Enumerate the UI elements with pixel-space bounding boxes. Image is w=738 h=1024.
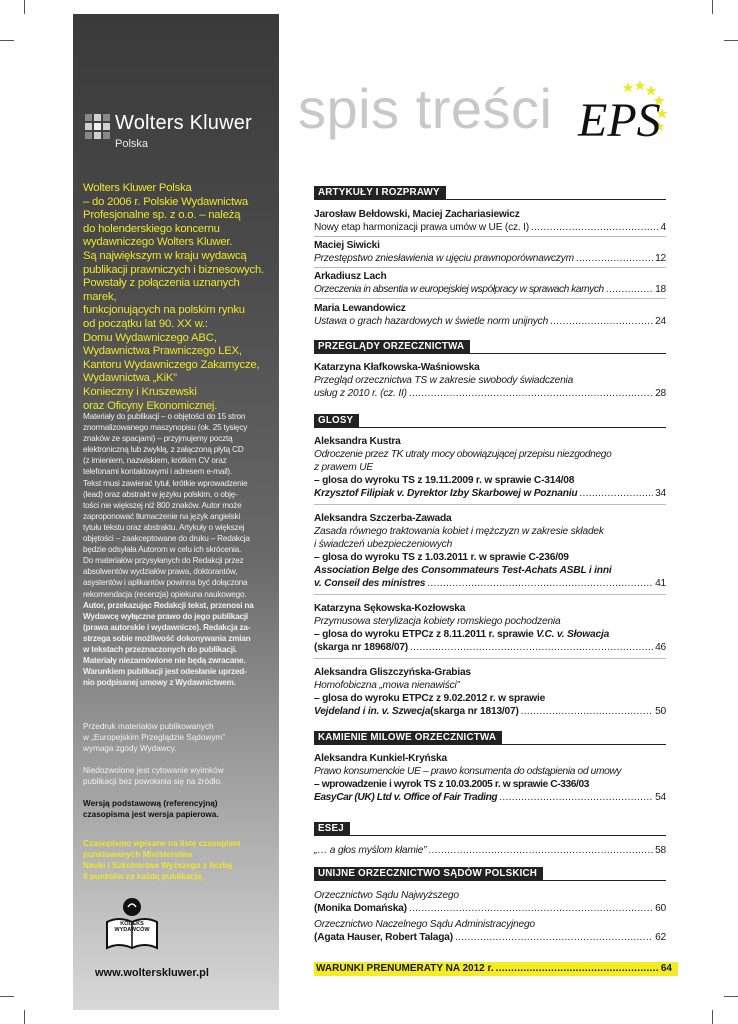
entry-author: Aleksandra Szczerba-Zawada (314, 513, 452, 524)
entry-title-cont: i świadczeń ubezpieczeniowych (314, 539, 453, 550)
citation-note (83, 765, 273, 787)
entry-case-name: EasyCar (UK) Ltd v. Office of Fair Trading (314, 792, 498, 803)
entry-case: – wprowadzenie i wyrok TS z 10.03.2005 r. w sprawie C-336/03 (314, 779, 589, 790)
reference-line: Wersją podstawową (referencyjną) (83, 799, 218, 808)
intro-line: do holenderskiego koncernu (83, 222, 220, 235)
entry-case-cont: (skarga nr 1813/07) (430, 706, 519, 717)
section-rule (314, 199, 666, 200)
subscription-label: WARUNKI PRENUMERATY NA 2012 r. (316, 963, 494, 974)
entry-title-cont: usług z 2010 r. (cz. II) (314, 388, 407, 399)
logo-name: Wolters Kluwer (115, 112, 252, 134)
intro-line: oraz Oficyny Ekonomicznej. (83, 399, 218, 412)
reference-note (83, 798, 273, 820)
guideline-line: zaproponować tłumaczenie na język angielski (83, 511, 241, 521)
entry-author: Katarzyna Sękowska-Kozłowska (314, 603, 466, 614)
entry-case: – glosa do wyroku ETPCz z 8.11.2011 r. sprawie (314, 629, 537, 640)
section-rule (314, 880, 666, 881)
entry-page: 24 (655, 316, 666, 327)
guideline-line: elektroniczną lub zwykłą, z załączoną płytą CD (83, 445, 244, 455)
toc-entry[interactable] (314, 512, 666, 590)
section-header-artykuly: ARTYKUŁY I ROZPRAWY (314, 186, 446, 199)
entry-separator (314, 236, 666, 237)
entry-title: Przegląd orzecznictwa TS w zakresie swobody świadczenia (314, 375, 574, 386)
guideline-line: tytułu tekstu oraz abstraktu. Artykuły o większej (83, 522, 245, 532)
entry-page: 4 (660, 222, 666, 233)
entry-title: Homofobiczna „mowa nienawiści” (314, 680, 460, 691)
section-header-unijne: UNIJNE ORZECZNICTWO SĄDÓW POLSKICH (314, 867, 543, 880)
entry-author: Katarzyna Kłafkowska-Waśniowska (314, 362, 480, 373)
eps-letters: EPS (578, 94, 661, 147)
guideline-line: objętości – zaakceptowane do druku – Redakcja (83, 534, 250, 544)
guideline-bold-line: strzega sobie możliwość dokonywania zmian (83, 633, 251, 643)
entry-separator (314, 267, 666, 268)
intro-line: Powstały z połączenia uznanych marek, (83, 277, 240, 303)
entry-title: Odroczenie przez TK utraty mocy obowiązującej przepisu niezgodnego (314, 449, 612, 460)
crop-mark (724, 996, 738, 997)
guideline-line: Do materiałów przysyłanych do Redakcji przez (83, 556, 244, 566)
crop-mark (24, 0, 25, 14)
section-rule (314, 744, 666, 745)
entry-author: Aleksandra Kunkiel-Kryńska (314, 753, 447, 764)
guideline-line: telefonami kontaktowymi i adresem e-mail). (83, 467, 233, 477)
entry-author: (Monika Domańska) (314, 903, 407, 914)
entry-case-name: Association Belge des Consommateurs Test-Achats ASBL i inni (314, 565, 612, 576)
publisher-logo (85, 112, 275, 172)
reprint-note (83, 721, 273, 754)
guideline-line: Materiały do publikacji – o objętości do 15 stron (83, 412, 246, 421)
guideline-bold-line: Wydawcę wyłączne prawo do jego publikacji (83, 611, 248, 621)
intro-line: wydawniczego Wolters Kluwer. (83, 236, 233, 249)
intro-line: Wolters Kluwer Polska (83, 182, 192, 194)
reprint-line: Przedruk materiałów publikowanych (83, 722, 214, 731)
crop-mark (712, 1010, 713, 1024)
entry-title: Zasada równego traktowania kobiet i mężczyzn w zakresie składek (314, 526, 604, 537)
guideline-line: tości nie większej niż 800 znaków. Autor może (83, 500, 242, 510)
subscription-page: 64 (660, 963, 672, 974)
guideline-line: Tekst musi zawierać tytuł, krótkie wprowadzenie (83, 478, 248, 488)
entry-case: – glosa do wyroku TS z 19.11.2009 r. w sprawie C-314/08 (314, 475, 575, 486)
entry-separator (314, 504, 666, 505)
toc-entry[interactable] (314, 844, 666, 857)
guideline-line: znaków ze spacjami) – przyjmujemy pocztą (83, 434, 233, 444)
entry-author: Jarosław Bełdowski, Maciej Zachariasiewicz (314, 209, 520, 220)
section-rule (314, 353, 666, 354)
entry-title: Orzecznictwo Naczelnego Sądu Administracyjnego (314, 919, 535, 930)
entry-title: Przestępstwo zniesławienia w ujęciu prawnoporównawczym (314, 253, 574, 264)
entry-title: Orzecznictwo Sądu Najwyższego (314, 890, 459, 901)
guideline-bold-line: Autor, przekazując Redakcji tekst, przenosi na (83, 600, 254, 610)
entry-separator (314, 658, 666, 659)
section-header-kamienie: KAMIENIE MILOWE ORZECZNICTWA (314, 731, 502, 744)
entry-page: 18 (655, 284, 666, 295)
logo-subtitle: Polska (115, 138, 149, 150)
page-title: spis treści (298, 77, 553, 140)
guideline-line: absolwentów wydziałów prawa, doktorantów, (83, 567, 238, 577)
reference-line: czasopisma jest wersja papierowa. (83, 810, 219, 820)
intro-line: Kantoru Wydawniczego Zakamycze, (83, 358, 260, 371)
entry-case: – glosa do wyroku ETPCz z 9.02.2012 r. w sprawie (314, 693, 546, 704)
toc-entry[interactable] (314, 889, 666, 915)
sidebar (73, 14, 279, 1010)
kodeks-label: KODEKS WYDAWCÓW (114, 921, 150, 933)
section-header-esej: ESEJ (314, 822, 350, 835)
intro-line: funkcjonujących na polskim rynku (83, 304, 245, 317)
entry-title: „… a głos myślom kłamie” (314, 845, 427, 856)
entry-page: 46 (655, 642, 666, 653)
section-header-przeglady: PRZEGLĄDY ORZECZNICTWA (314, 340, 470, 353)
entry-case-name: V.C. v. Słowacja (536, 629, 610, 640)
toc-entry[interactable] (314, 302, 666, 328)
ministry-note (83, 838, 273, 882)
entry-title: Przymusowa sterylizacja kobiety romskiego pochodzenia (314, 616, 561, 627)
website-link[interactable]: www.wolterskluwer.pl (95, 967, 209, 979)
entry-page: 60 (655, 903, 666, 914)
entry-page: 41 (655, 578, 666, 589)
entry-page: 50 (655, 706, 666, 717)
intro-line: Są największym w kraju wydawcą (83, 249, 247, 262)
toc-entry[interactable] (314, 239, 666, 265)
entry-author: (Agata Hauser, Robert Talaga) (314, 932, 453, 943)
entry-author: Maria Lewandowicz (314, 303, 406, 314)
entry-case: – glosa do wyroku TS z 1.03.2011 r. w sprawie C-236/09 (314, 552, 569, 563)
entry-title: Prawo konsumenckie UE – prawo konsumenta do odstąpienia od umowy (314, 766, 622, 777)
entry-separator (314, 298, 666, 299)
entry-page: 54 (655, 792, 666, 803)
intro-line: od początku lat 90. XX w.: (83, 317, 208, 330)
ministry-line: Czasopismo wpisane na listę czasopism (83, 839, 241, 848)
crop-mark (24, 1010, 25, 1024)
citation-line: publikacji bez powołania się na źródło. (83, 777, 223, 787)
entry-case-cont: (skarga nr 18968/07) (314, 642, 408, 653)
entry-page: 62 (655, 932, 666, 943)
crop-mark (0, 40, 14, 41)
entry-author: Aleksandra Gliszczyńska-Grabias (314, 667, 471, 678)
entry-case-name: Krzysztof Filipiak v. Dyrektor Izby Skarbowej w Poznaniu (314, 488, 578, 499)
wolters-kluwer-mark-icon (85, 114, 111, 140)
entry-page: 12 (655, 253, 666, 264)
crop-mark (724, 40, 738, 41)
guideline-line: rekomendacja (recenzja) opiekuna naukowego. (83, 589, 247, 599)
entry-page: 28 (655, 388, 666, 399)
ministry-line: 9 punktów za każdą publikację. (83, 872, 205, 882)
crop-mark (712, 0, 713, 14)
intro-line: Wydawnictwa „KiK” (83, 372, 177, 385)
entry-page: 34 (655, 488, 666, 499)
toc-entry[interactable] (314, 752, 666, 804)
toc-entry[interactable] (314, 918, 666, 944)
entry-title: Nowy etap harmonizacji prawa umów w UE (cz. I) (314, 222, 529, 233)
entry-case-name-cont: v. Conseil des ministres (314, 578, 426, 589)
entry-separator (314, 594, 666, 595)
citation-line: Niedozwolone jest cytowanie wyimków (83, 766, 224, 775)
toc-entry[interactable] (314, 361, 666, 400)
submission-guidelines (83, 411, 275, 688)
intro-line: Wydawnictwa Prawniczego LEX, (83, 345, 242, 358)
entry-case-name: Vejdeland i in. v. Szwecja (314, 706, 431, 717)
intro-line: – do 2006 r. Polskie Wydawnictwa (83, 195, 248, 208)
toc-entry[interactable] (314, 270, 666, 296)
guideline-bold-line: w tekstach przeznaczonych do publikacji. (83, 644, 237, 654)
guideline-bold-line: Materiały niezamówione nie będą zwracane. (83, 656, 246, 666)
intro-line: Konieczny i Kruszewski (83, 385, 197, 398)
guideline-line: będzie odsyłała Autorom w celu ich skrócenia. (83, 545, 242, 555)
entry-title-cont: z prawem UE (314, 462, 373, 473)
section-header-glosy: GLOSY (314, 414, 359, 427)
crop-mark (0, 996, 14, 997)
guideline-line: (z imieniem, nazwiskiem, krótkim CV oraz (83, 456, 227, 466)
intro-line: Profesjonalne sp. z o.o. – należą (83, 209, 241, 222)
toc-entry[interactable] (314, 602, 666, 654)
guideline-bold-line: nio podpisanej umowy z Wydawnictwem. (83, 678, 236, 688)
toc-entry[interactable] (314, 666, 666, 718)
guideline-bold-line: (prawa autorskie i wydawnicze). Redakcja za- (83, 622, 251, 632)
section-rule (314, 427, 666, 428)
reprint-line: w „Europejskim Przeglądzie Sądowym” (83, 733, 225, 743)
ministry-line: Nauki i Szkolnictwa Wyższego z liczbą (83, 861, 233, 871)
entry-author: Arkadiusz Lach (314, 271, 387, 282)
guideline-line: znormalizowanego maszynopisu (ok. 25 tysięcy (83, 423, 248, 433)
eps-logo (576, 78, 668, 148)
toc-entry[interactable] (314, 435, 666, 500)
toc-entry[interactable] (314, 208, 666, 234)
guideline-line: (lead) oraz abstrakt w języku polskim, o obję- (83, 489, 238, 499)
guideline-line: asystentów i aplikantów powinna być dołączona (83, 578, 248, 588)
entry-author: Maciej Siwicki (314, 240, 380, 251)
ministry-line: punktowanych Ministerstwa (83, 850, 193, 860)
entry-title: Orzeczenia in absentia w europejskiej współpracy w sprawach karnych (314, 284, 604, 295)
entry-title: Ustawa o grach hazardowych w świetle norm unijnych (314, 316, 549, 327)
publisher-intro (83, 182, 275, 413)
intro-line: publikacji prawniczych i biznesowych. (83, 263, 264, 276)
subscription-terms[interactable] (314, 962, 678, 976)
entry-page: 58 (655, 845, 666, 856)
reprint-line: wymaga zgody Wydawcy. (83, 744, 177, 754)
entry-author: Aleksandra Kustra (314, 436, 401, 447)
guideline-bold-line: Warunkiem publikacji jest odesłanie uprzed- (83, 667, 247, 677)
intro-line: Domu Wydawniczego ABC, (83, 331, 217, 344)
section-rule (314, 835, 666, 836)
